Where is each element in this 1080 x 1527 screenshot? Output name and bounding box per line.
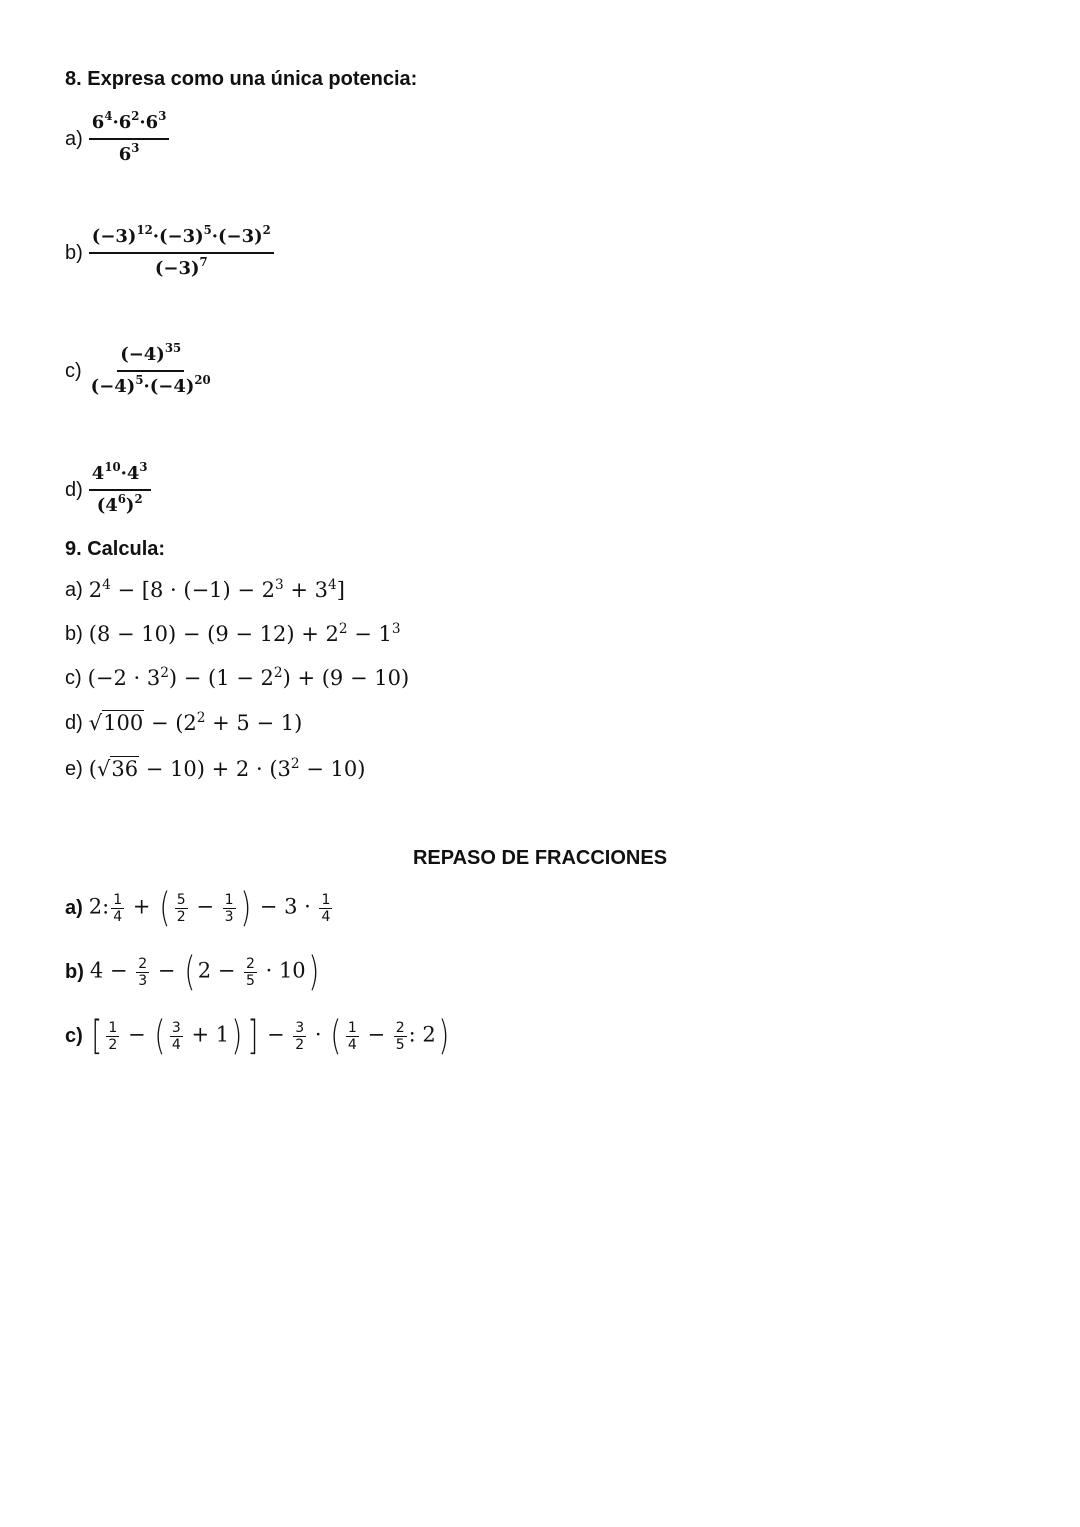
item-label: e) (65, 757, 83, 780)
math-expression: [ $\frac{1}{2}$ − ( $\frac{3}{4}$ + 1) ] − $\frac{3}{2}$ · ( $\frac{1}{4}$ − $\frac{2}{5}$ : 2) (91, 1013, 450, 1059)
exercise-8a (65, 110, 169, 168)
exercise-9c (65, 666, 409, 690)
math-expression: $(√36 - 10) + 2 \cdot (3^2 - 10)$ (88, 756, 366, 781)
fracciones-heading: REPASO DE FRACCIONES (412, 847, 668, 869)
item-label: a) (65, 127, 83, 150)
math-expression: 4 − $\frac{2}{3}$ − ( 2 − $\frac{2}{5}$ · 10) (89, 949, 319, 995)
fraction-expression: $\frac{4^{10}\cdot 4^3}{(4^6)^2}$ (89, 461, 151, 519)
exercise-9e (65, 757, 365, 781)
exercise-8b (65, 224, 274, 282)
fraction-expression: $\frac{6^4\cdot 6^2\cdot 6^3}{6^3}$ (89, 110, 170, 168)
item-label: c) (65, 1024, 83, 1047)
item-label: a) (65, 578, 83, 601)
math-expression: $√100 - (2^2 + 5 - 1)$ (88, 710, 303, 735)
math-expression: $(8 - 10) - (9 - 12) + 2^2 - 1^3$ (88, 621, 401, 646)
fraction-expression: $\frac{(-3)^{12}\cdot(-3)^5\cdot(-3)^2}{(-3)^7}$ (89, 224, 274, 282)
fracciones-a (65, 885, 334, 931)
section-9-heading: 9. Calcula: (65, 538, 166, 560)
item-label: a) (65, 896, 83, 919)
math-expression: 2: $\frac{1}{4}$ + ( $\frac{5}{2}$ − $\frac{1}{3}$ ) − 3 · $\frac{1}{4}$ (88, 885, 331, 931)
section-8-heading: 8. Expresa como una única potencia: (65, 68, 418, 90)
math-expression: $2^4 - [8 \cdot (-1) - 2^3 + 3^4]$ (88, 577, 345, 602)
fraction-expression: $\frac{(-4)^{35}}{(-4)^5\cdot(-4)^{20}}$ (90, 341, 211, 397)
fracciones-b (65, 949, 321, 995)
exercise-8d (65, 461, 151, 519)
item-label: d) (65, 478, 83, 501)
item-label: c) (65, 359, 82, 382)
item-label: d) (65, 711, 83, 734)
exercise-9d (65, 711, 302, 735)
item-label: c) (65, 666, 82, 689)
fracciones-c (65, 1013, 451, 1059)
item-label: b) (65, 960, 84, 983)
exercise-9a (65, 578, 345, 602)
item-label: b) (65, 622, 83, 645)
item-label: b) (65, 241, 83, 264)
exercise-8c (65, 342, 214, 400)
exercise-9b (65, 622, 401, 646)
math-expression: $(-2 \cdot 3^2) - (1 - 2^2) + (9 - 10)$ (87, 665, 410, 690)
